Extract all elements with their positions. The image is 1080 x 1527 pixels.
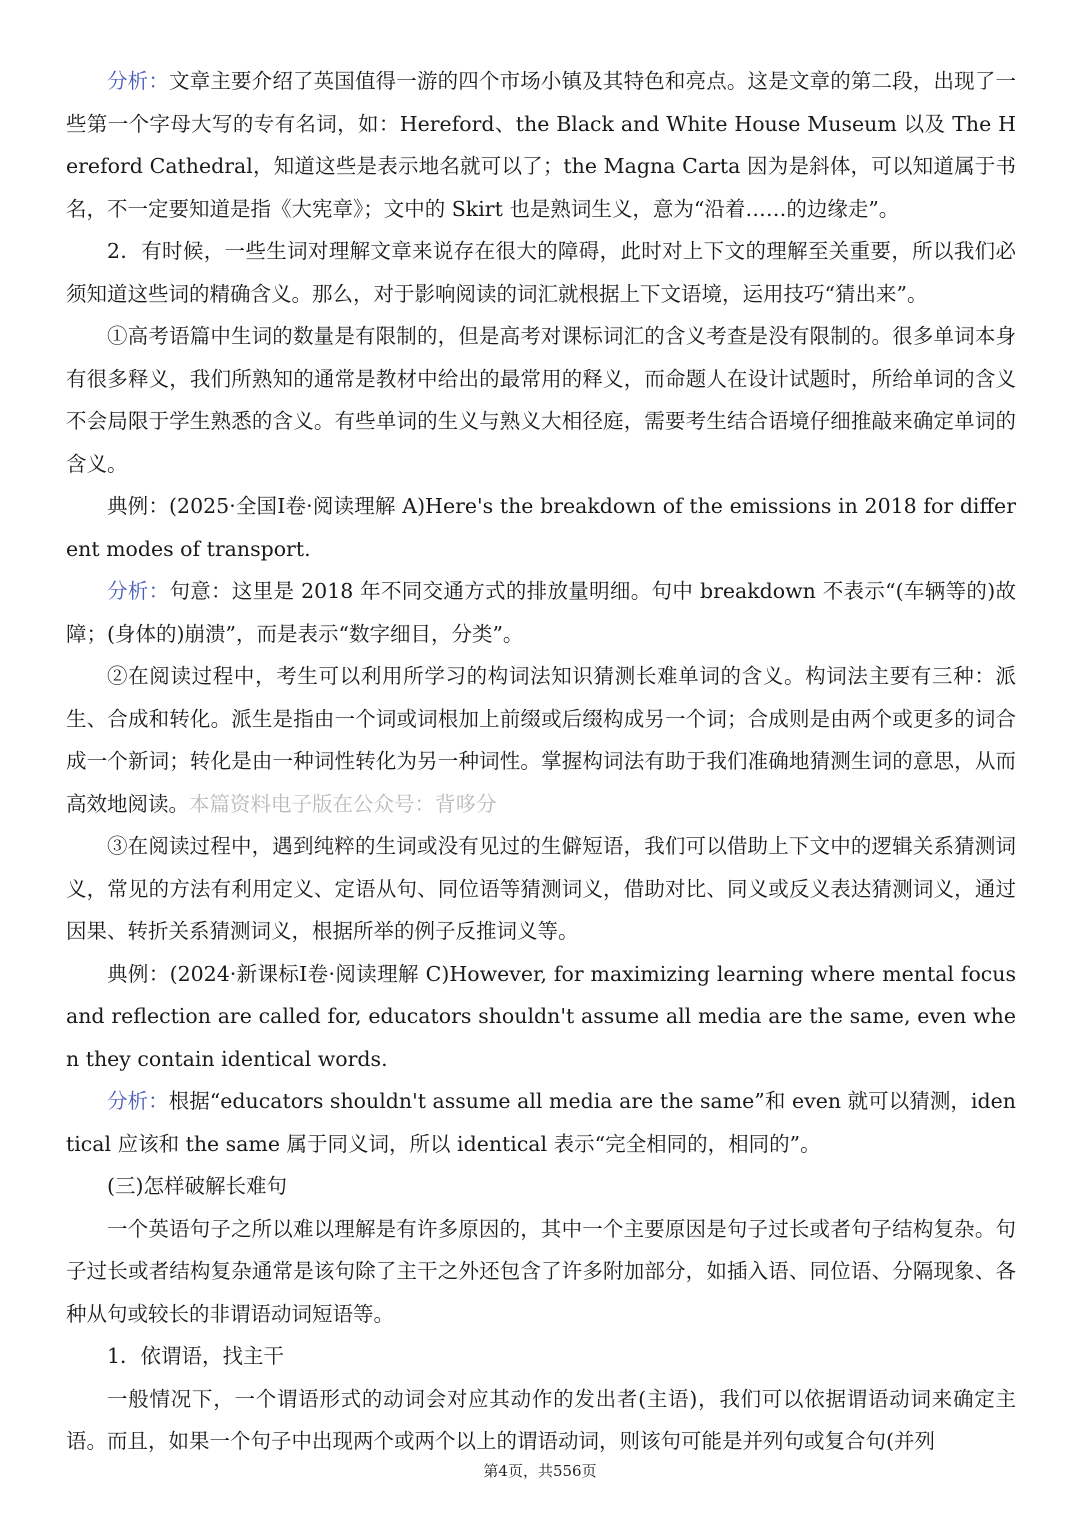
- paragraph-text: 句意：这里是 2018 年不同交通方式的排放量明细。句中 breakdown 不表示“(车辆等的)故障；(身体的)崩溃”，而是表示“数字细目，分类”。: [66, 579, 1016, 646]
- paragraph-text: 文章主要介绍了英国值得一游的四个市场小镇及其特色和亮点。这是文章的第二段，出现了一些第一个字母大写的专有名词，如：Hereford、the Black and White House Museum 以及 The Hereford Cathedral，知道这些是表示地名就可以了；the Magna Carta 因为是斜体，可以知道属于书名，不一定要知道是指《大宪章》；文中的 Skirt 也是熟词生义，意为“沿着……的边缘走”。: [66, 69, 1017, 221]
- paragraph-text: ②在阅读过程中，考生可以利用所学习的构词法知识猜测长难单词的含义。构词法主要有三种：派生、合成和转化。派生是指由一个词或词根加上前缀或后缀构成另一个词；合成则是由两个或更多的词合成一个新词；转化是由一种词性转化为另一种词性。掌握构词法有助于我们准确地猜测生词的意思，从而高效地阅读。: [66, 664, 1016, 816]
- paragraph-long-sentence-intro: [66, 1208, 1016, 1336]
- paragraph-text: 一般情况下，一个谓语形式的动词会对应其动作的发出者(主语)，我们可以依据谓语动词来确定主语。而且，如果一个句子中出现两个或两个以上的谓语动词，则该句可能是并列句或复合句(并列: [66, 1386, 1016, 1453]
- paragraph-point-2: [66, 230, 1016, 315]
- paragraph-point-circle-2: [66, 655, 1016, 825]
- paragraph-text: 一个英语句子之所以难以理解是有许多原因的，其中一个主要原因是句子过长或者句子结构复杂。句子过长或者结构复杂通常是该句除了主干之外还包含了许多附加部分，如插入语、同位语、分隔现象、各种从句或较长的非谓语动词短语等。: [66, 1216, 1016, 1326]
- paragraph-analysis-2: [66, 570, 1016, 655]
- analysis-label: 分析：: [107, 69, 169, 93]
- paragraph-text: (三)怎样破解长难句: [107, 1174, 287, 1198]
- paragraph-predicate: [66, 1378, 1016, 1463]
- paragraph-analysis-1: [66, 60, 1016, 230]
- paragraph-analysis-3: [66, 1080, 1016, 1165]
- paragraph-example-2024: [66, 953, 1016, 1081]
- paragraph-point-circle-1: [66, 315, 1016, 485]
- paragraph-text: 典例：(2025·全国Ⅰ卷·阅读理解 A)Here's the breakdown of the emissions in 2018 for different modes of transport.: [66, 494, 1016, 561]
- analysis-label: 分析：: [107, 1089, 169, 1113]
- page-footer: 第4页，共556页: [483, 1462, 597, 1480]
- paragraph-example-2025: [66, 485, 1016, 570]
- paragraph-text: ③在阅读过程中，遇到纯粹的生词或没有见过的生僻短语，我们可以借助上下文中的逻辑关系猜测词义，常见的方法有利用定义、定语从句、同位语等猜测词义，借助对比、同义或反义表达猜测词义，通过因果、转折关系猜测词义，根据所举的例子反推词义等。: [66, 834, 1016, 943]
- analysis-label: 分析：: [107, 579, 170, 603]
- paragraph-text: 1．依谓语，找主干: [107, 1344, 285, 1368]
- paragraph-text: 根据“educators shouldn't assume all media are the same”和 even 就可以猜测，identical 应该和 the same 属于同义词，所以 identical 表示“完全相同的，相同的”。: [66, 1089, 1016, 1156]
- watermark-text: 本篇资料电子版在公众号：背哆分: [189, 791, 497, 816]
- paragraph-text: ①高考语篇中生词的数量是有限制的，但是高考对课标词汇的含义考查是没有限制的。很多单词本身有很多释义，我们所熟知的通常是教材中给出的最常用的释义，而命题人在设计试题时，所给单词的含义不会局限于学生熟悉的含义。有些单词的生义与熟义大相径庭，需要考生结合语境仔细推敲来确定单词的含义。: [66, 324, 1016, 476]
- paragraph-point-circle-3: [66, 825, 1016, 953]
- paragraph-text: 典例：(2024·新课标Ⅰ卷·阅读理解 C)However, for maximizing learning where mental focus and reflection are called for, educators shouldn't assume all media are the same, even when they contain identical words.: [66, 961, 1016, 1071]
- section-heading: [66, 1165, 1016, 1208]
- subsection-heading: [66, 1335, 1016, 1378]
- document-body: [66, 60, 1016, 1463]
- paragraph-text: 2．有时候，一些生词对理解文章来说存在很大的障碍，此时对上下文的理解至关重要，所以我们必须知道这些词的精确含义。那么，对于影响阅读的词汇就根据上下文语境，运用技巧“猜出来”。: [66, 239, 1016, 306]
